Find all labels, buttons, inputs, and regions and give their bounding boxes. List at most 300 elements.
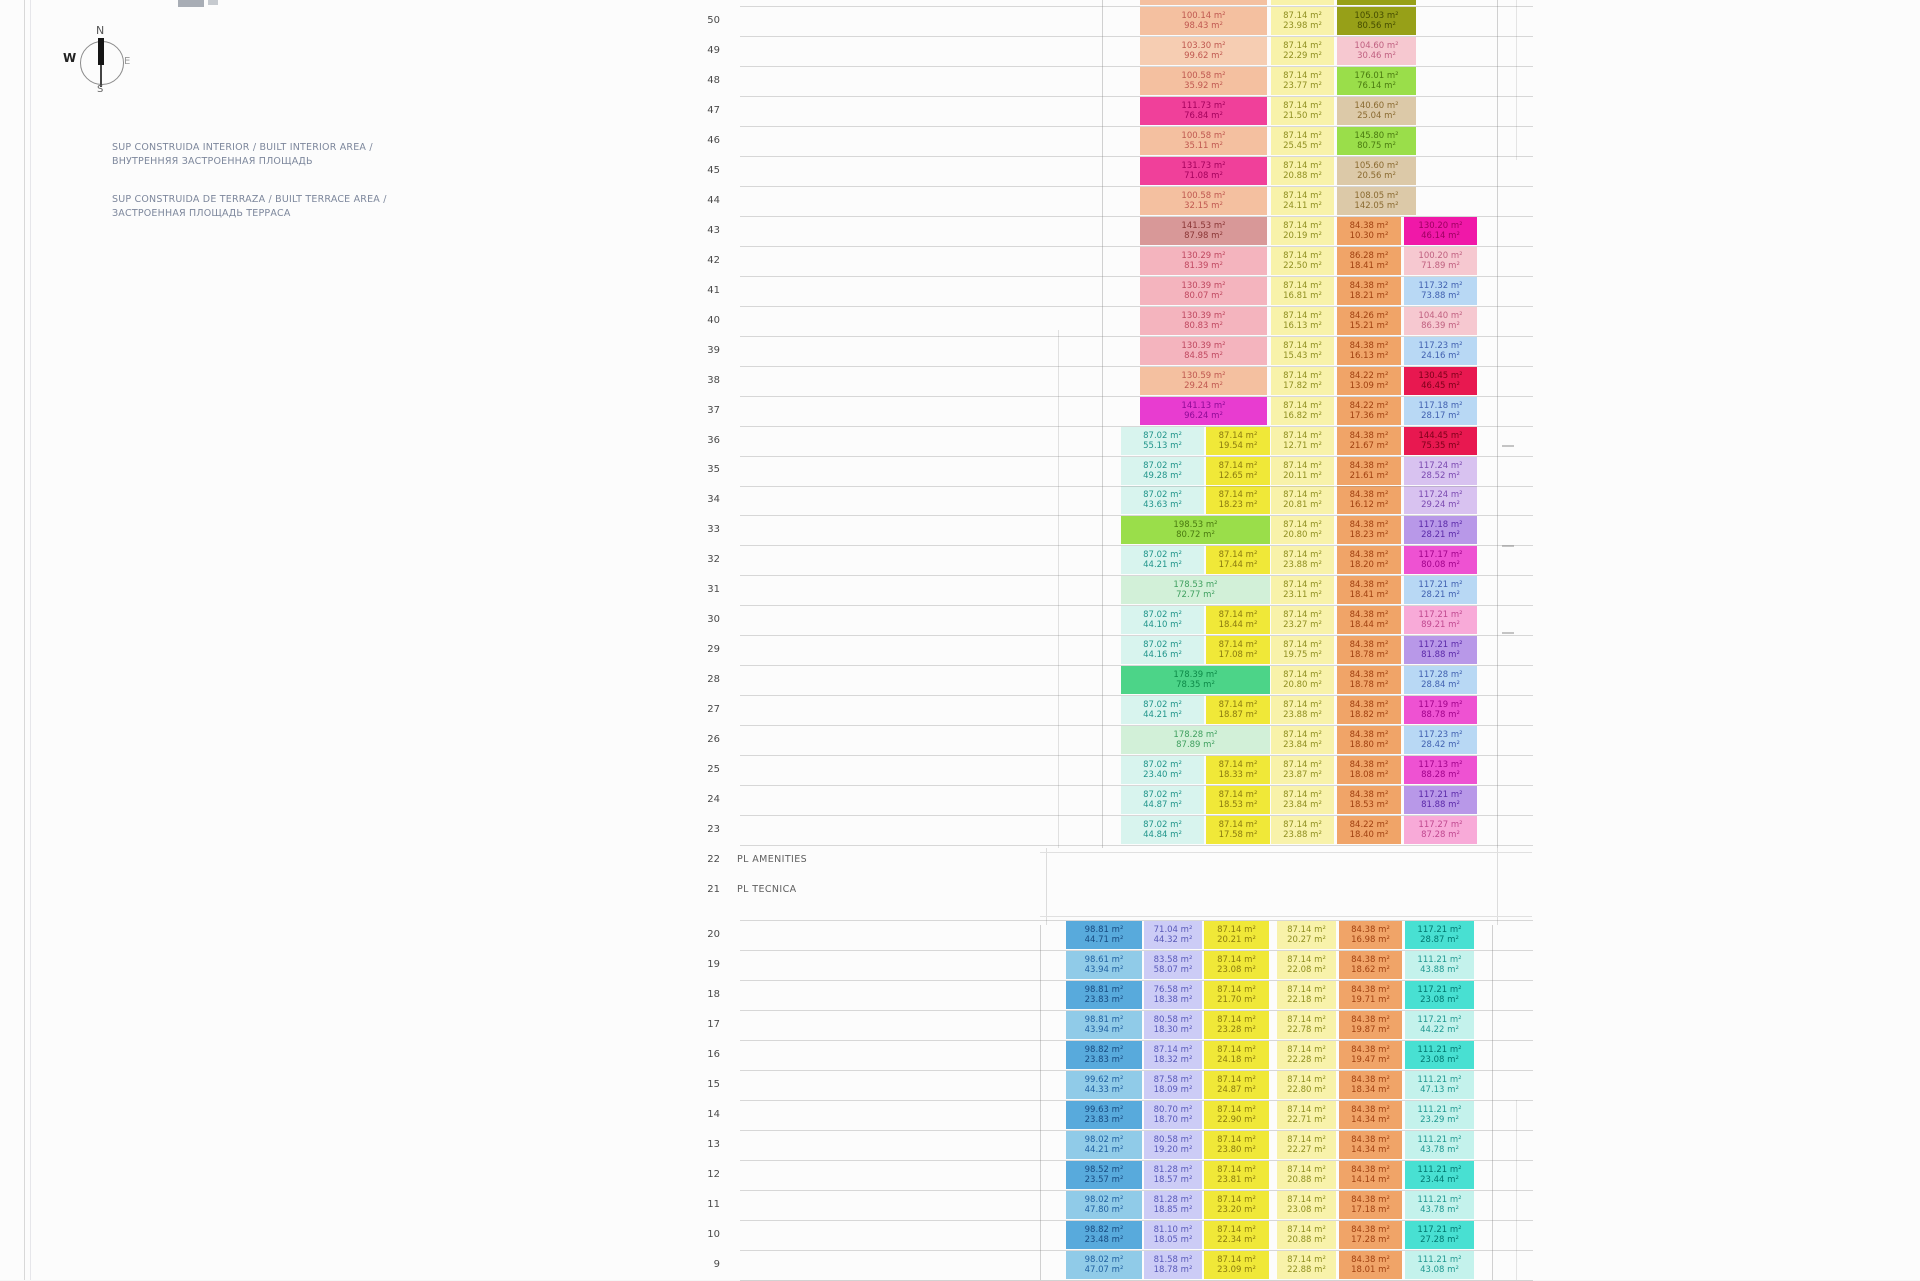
unit-cell [1404, 696, 1477, 724]
unit-cell [1277, 951, 1336, 979]
unit-area-terrace: 47.13 m² [1420, 1085, 1459, 1095]
unit-area-interior: 111.21 m² [1417, 1165, 1462, 1175]
unit-cell [1140, 397, 1267, 425]
level-label-pl-amenities: PL AMENITIES [737, 853, 808, 865]
unit-area-terrace: 43.78 m² [1420, 1145, 1459, 1155]
unit-area-terrace: 84.85 m² [1184, 350, 1223, 361]
unit-area-terrace: 76.14 m² [1357, 81, 1396, 91]
unit-area-interior: 178.28 m² [1173, 730, 1218, 741]
unit-area-interior: 87.14 m² [1283, 220, 1322, 231]
floor-number: 25 [707, 764, 720, 776]
grid-line [740, 920, 1533, 921]
unit-cell [1405, 1131, 1474, 1159]
unit-cell [1271, 7, 1334, 35]
unit-area-terrace: 20.80 m² [1283, 680, 1322, 691]
unit-area-terrace: 18.82 m² [1349, 710, 1389, 721]
unit-area-terrace: 58.07 m² [1153, 965, 1193, 975]
unit-area-terrace: 16.81 m² [1283, 290, 1322, 301]
unit-area-interior: 87.02 m² [1143, 820, 1182, 830]
unit-area-terrace: 28.84 m² [1421, 680, 1460, 691]
unit-area-interior: 84.38 m² [1351, 1255, 1390, 1265]
tick-mark-3 [1502, 632, 1514, 634]
unit-area-terrace: 16.12 m² [1349, 500, 1389, 511]
unit-area-interior: 100.58 m² [1181, 190, 1226, 201]
grid-line [740, 665, 1533, 666]
floor-number: 47 [707, 104, 720, 116]
unit-area-terrace: 18.01 m² [1351, 1265, 1390, 1275]
unit-area-terrace: 44.84 m² [1143, 830, 1182, 840]
unit-area-interior: 104.60 m² [1354, 41, 1399, 51]
unit-cell [1339, 1251, 1402, 1279]
unit-cell [1339, 1221, 1402, 1249]
unit-area-terrace: 19.47 m² [1351, 1055, 1390, 1065]
unit-cell [1277, 1041, 1336, 1069]
unit-area-terrace: 43.78 m² [1420, 1205, 1459, 1215]
unit-area-terrace: 22.27 m² [1287, 1145, 1326, 1155]
unit-cell [1206, 546, 1270, 574]
unit-area-interior: 87.14 m² [1283, 580, 1322, 591]
unit-cell [1337, 816, 1401, 844]
unit-area-terrace: 23.40 m² [1143, 770, 1182, 781]
unit-area-interior: 117.17 m² [1418, 550, 1463, 561]
unit-cell [1405, 1161, 1474, 1189]
building-outline-gap-right [1497, 848, 1498, 925]
unit-area-interior: 87.14 m² [1218, 820, 1258, 830]
unit-cell [1405, 1011, 1474, 1039]
unit-cell [1271, 217, 1334, 245]
unit-area-interior: 84.38 m² [1349, 760, 1389, 771]
unit-area-interior: 87.14 m² [1217, 925, 1256, 935]
unit-cell [1337, 367, 1401, 395]
unit-area-terrace: 96.24 m² [1184, 410, 1223, 421]
unit-cell [1404, 427, 1477, 455]
unit-area-terrace: 44.33 m² [1084, 1085, 1124, 1095]
unit-cell [1121, 576, 1270, 604]
floor-number: 10 [707, 1229, 720, 1240]
unit-area-interior: 87.02 m² [1143, 790, 1182, 800]
unit-cell [1337, 427, 1401, 455]
floor-number: 33 [707, 524, 720, 536]
unit-area-terrace: 23.88 m² [1283, 830, 1322, 840]
unit-cell [1405, 921, 1474, 949]
unit-cell [1337, 636, 1401, 664]
unit-area-terrace: 24.11 m² [1283, 200, 1322, 211]
compass-n-label: N [96, 24, 105, 37]
unit-cell [1337, 606, 1401, 634]
unit-cell [1271, 636, 1334, 664]
unit-area-terrace: 47.07 m² [1084, 1265, 1124, 1275]
unit-area-terrace: 17.44 m² [1218, 560, 1258, 571]
unit-cell [1404, 546, 1477, 574]
unit-area-terrace: 23.08 m² [1420, 1055, 1459, 1065]
unit-area-interior: 87.14 m² [1283, 71, 1322, 81]
unit-area-terrace: 22.29 m² [1283, 51, 1322, 61]
unit-area-terrace: 21.50 m² [1283, 111, 1322, 121]
unit-area-interior: 130.39 m² [1181, 340, 1226, 351]
unit-area-interior: 84.38 m² [1349, 580, 1389, 591]
unit-area-terrace: 87.28 m² [1421, 830, 1460, 840]
unit-cell [1271, 486, 1334, 514]
unit-area-interior: 81.28 m² [1153, 1165, 1193, 1175]
unit-cell [1121, 486, 1204, 514]
unit-area-terrace: 20.27 m² [1287, 935, 1326, 945]
unit-area-terrace: 80.56 m² [1357, 21, 1396, 32]
unit-area-terrace: 28.21 m² [1421, 530, 1460, 541]
unit-cell [1277, 981, 1336, 1009]
unit-area-terrace: 72.77 m² [1176, 590, 1215, 601]
unit-cell [1271, 666, 1334, 694]
unit-area-interior: 84.38 m² [1349, 610, 1389, 621]
grid-line [740, 815, 1533, 816]
unit-cell [1271, 606, 1334, 634]
unit-area-interior: 98.02 m² [1084, 1195, 1124, 1205]
unit-cell [1140, 7, 1267, 35]
unit-area-interior: 100.58 m² [1181, 71, 1226, 81]
unit-cell [1277, 1131, 1336, 1159]
unit-cell [1121, 756, 1204, 784]
unit-cell [1144, 1191, 1202, 1219]
unit-area-interior: 87.14 m² [1283, 490, 1322, 501]
unit-area-interior: 99.62 m² [1084, 1075, 1124, 1085]
unit-area-terrace: 20.88 m² [1287, 1175, 1326, 1185]
unit-cell [1404, 457, 1477, 485]
unit-area-terrace: 22.28 m² [1287, 1055, 1326, 1065]
unit-cell [1404, 217, 1477, 245]
legend-interior-line1: SUP CONSTRUIDA INTERIOR / BUILT INTERIOR AREA / [112, 142, 373, 153]
building-outline-right-outer [1516, 0, 1517, 160]
unit-area-interior: 111.21 m² [1417, 1255, 1462, 1265]
unit-area-interior: 87.02 m² [1143, 760, 1182, 771]
unit-area-interior: 84.22 m² [1349, 820, 1389, 830]
unit-area-interior: 87.14 m² [1287, 955, 1326, 965]
unit-cell [1339, 981, 1402, 1009]
grid-line [740, 1190, 1533, 1191]
unit-area-interior: 87.14 m² [1283, 130, 1322, 141]
unit-area-interior: 87.14 m² [1283, 430, 1322, 441]
unit-cell [1337, 576, 1401, 604]
unit-area-terrace: 80.83 m² [1184, 320, 1223, 331]
unit-cell [1121, 786, 1204, 814]
unit-area-interior: 87.14 m² [1283, 730, 1322, 741]
unit-area-terrace: 18.44 m² [1218, 620, 1258, 631]
unit-area-interior: 117.28 m² [1418, 670, 1463, 681]
unit-area-terrace: 23.11 m² [1283, 590, 1322, 601]
unit-area-interior: 81.28 m² [1153, 1195, 1193, 1205]
unit-cell [1271, 0, 1334, 5]
floor-number: 22 [707, 853, 720, 865]
unit-cell [1271, 307, 1334, 335]
unit-cell [1339, 1101, 1402, 1129]
unit-cell [1144, 1101, 1202, 1129]
unit-cell [1339, 1161, 1402, 1189]
unit-cell [1206, 427, 1270, 455]
grid-line [740, 695, 1533, 696]
unit-area-terrace: 29.24 m² [1184, 380, 1223, 391]
unit-area-interior: 117.21 m² [1417, 1225, 1462, 1235]
unit-area-interior: 111.21 m² [1417, 1045, 1462, 1055]
unit-cell [1204, 1011, 1269, 1039]
unit-area-interior: 87.14 m² [1287, 925, 1326, 935]
unit-area-interior: 87.14 m² [1283, 340, 1322, 351]
unit-area-interior: 87.14 m² [1153, 1045, 1193, 1055]
unit-area-interior: 117.21 m² [1418, 610, 1463, 621]
floor-number: 29 [707, 644, 720, 656]
unit-cell [1066, 1191, 1142, 1219]
unit-area-terrace: 17.08 m² [1218, 650, 1258, 661]
unit-cell [1337, 457, 1401, 485]
unit-area-terrace: 18.62 m² [1351, 965, 1390, 975]
unit-area-interior: 84.38 m² [1349, 430, 1389, 441]
unit-cell [1404, 247, 1477, 275]
unit-area-interior: 111.21 m² [1417, 955, 1462, 965]
unit-area-interior: 131.73 m² [1181, 160, 1226, 171]
unit-area-interior: 98.61 m² [1084, 955, 1124, 965]
unit-area-interior: 84.38 m² [1349, 460, 1389, 471]
unit-area-interior: 76.58 m² [1153, 985, 1193, 995]
unit-area-terrace: 87.89 m² [1176, 740, 1215, 751]
unit-area-interior: 141.53 m² [1181, 220, 1226, 231]
grid-line [740, 1130, 1533, 1131]
floor-number: 46 [707, 134, 720, 146]
unit-area-terrace: 12.65 m² [1218, 470, 1258, 481]
unit-cell [1337, 7, 1416, 35]
grid-line [740, 486, 1533, 487]
unit-area-terrace: 16.13 m² [1349, 350, 1389, 361]
unit-cell [1277, 1191, 1336, 1219]
unit-area-interior: 87.14 m² [1218, 490, 1258, 501]
unit-area-interior: 87.14 m² [1283, 400, 1322, 411]
unit-area-interior: 141.13 m² [1181, 400, 1226, 411]
unit-area-interior: 84.38 m² [1349, 220, 1389, 231]
unit-cell [1066, 951, 1142, 979]
building-outline-right [1497, 0, 1498, 848]
unit-area-interior: 130.39 m² [1181, 280, 1226, 291]
unit-cell [1121, 516, 1270, 544]
unit-cell [1144, 1011, 1202, 1039]
floor-number: 31 [707, 584, 720, 596]
grid-line [740, 950, 1533, 951]
unit-area-interior: 117.21 m² [1418, 790, 1463, 800]
unit-area-terrace: 18.53 m² [1349, 800, 1389, 810]
unit-cell [1337, 67, 1416, 95]
unit-area-interior: 117.18 m² [1418, 520, 1463, 531]
unit-cell [1121, 666, 1270, 694]
unit-area-interior: 84.38 m² [1351, 1045, 1390, 1055]
unit-cell [1144, 1161, 1202, 1189]
unit-area-terrace: 22.50 m² [1283, 260, 1322, 271]
floor-number: 37 [707, 404, 720, 416]
unit-area-terrace: 43.63 m² [1143, 500, 1182, 511]
unit-cell [1271, 816, 1334, 844]
floor-number: 50 [707, 15, 720, 27]
unit-area-interior: 84.38 m² [1349, 700, 1389, 711]
unit-area-terrace: 10.30 m² [1349, 230, 1389, 241]
unit-area-interior: 87.14 m² [1283, 760, 1322, 771]
unit-area-terrace: 23.08 m² [1287, 1205, 1326, 1215]
unit-cell [1337, 127, 1416, 155]
unit-area-interior: 87.02 m² [1143, 640, 1182, 651]
unit-cell [1204, 921, 1269, 949]
titleblock-fragment [178, 0, 204, 7]
unit-area-terrace: 28.42 m² [1421, 740, 1460, 751]
unit-area-interior: 87.14 m² [1287, 1135, 1326, 1145]
unit-area-interior: 87.14 m² [1218, 460, 1258, 471]
unit-area-interior: 87.14 m² [1283, 370, 1322, 381]
building-outline-left [1102, 0, 1103, 848]
unit-area-interior: 87.58 m² [1153, 1075, 1193, 1085]
unit-cell [1404, 576, 1477, 604]
floor-number: 17 [707, 1019, 720, 1030]
unit-cell [1204, 981, 1269, 1009]
floor-number: 18 [707, 989, 720, 1000]
unit-area-interior: 87.14 m² [1283, 790, 1322, 800]
unit-area-interior: 84.38 m² [1351, 1225, 1390, 1235]
unit-cell [1337, 546, 1401, 574]
unit-area-terrace: 43.94 m² [1084, 1025, 1124, 1035]
unit-area-terrace: 17.82 m² [1283, 380, 1322, 391]
unit-area-interior: 87.14 m² [1283, 250, 1322, 261]
floor-number: 30 [707, 614, 720, 626]
unit-area-terrace: 81.88 m² [1421, 800, 1460, 810]
unit-area-terrace: 18.57 m² [1153, 1175, 1193, 1185]
unit-area-interior: 117.21 m² [1418, 580, 1463, 591]
unit-cell [1144, 981, 1202, 1009]
unit-area-terrace: 18.38 m² [1153, 995, 1193, 1005]
unit-area-terrace: 28.21 m² [1421, 590, 1460, 601]
unit-area-interior: 111.21 m² [1417, 1135, 1462, 1145]
unit-area-terrace: 23.08 m² [1420, 995, 1459, 1005]
unit-cell [1066, 981, 1142, 1009]
grid-line [740, 426, 1533, 427]
unit-area-terrace: 12.71 m² [1283, 440, 1322, 451]
unit-cell [1405, 1101, 1474, 1129]
unit-area-terrace: 20.56 m² [1357, 170, 1396, 181]
unit-cell [1405, 1221, 1474, 1249]
unit-area-terrace: 28.52 m² [1421, 470, 1460, 481]
unit-area-interior: 117.23 m² [1418, 340, 1463, 351]
unit-area-terrace: 18.21 m² [1349, 290, 1389, 301]
floor-number: 32 [707, 554, 720, 566]
unit-cell [1337, 157, 1416, 185]
unit-area-terrace: 19.54 m² [1218, 440, 1258, 451]
unit-cell [1271, 157, 1334, 185]
unit-cell [1144, 1041, 1202, 1069]
grid-line [740, 126, 1533, 127]
titleblock-fragment-2 [208, 0, 218, 5]
unit-cell [1144, 1251, 1202, 1279]
unit-cell [1121, 606, 1204, 634]
unit-cell [1204, 1131, 1269, 1159]
unit-area-interior: 87.14 m² [1283, 310, 1322, 321]
unit-area-terrace: 21.70 m² [1217, 995, 1256, 1005]
unit-area-terrace: 14.34 m² [1351, 1115, 1390, 1125]
grid-line [740, 755, 1533, 756]
unit-area-interior: 140.60 m² [1354, 101, 1399, 111]
unit-area-terrace: 35.92 m² [1184, 81, 1223, 91]
unit-area-terrace: 18.20 m² [1349, 560, 1389, 571]
unit-area-terrace [1337, 0, 1416, 1]
grid-line [740, 575, 1533, 576]
unit-area-terrace: 18.70 m² [1153, 1115, 1193, 1125]
unit-cell [1271, 546, 1334, 574]
unit-cell [1271, 576, 1334, 604]
unit-cell [1404, 636, 1477, 664]
unit-area-interior: 117.21 m² [1417, 985, 1462, 995]
unit-cell [1140, 217, 1267, 245]
unit-area-interior: 130.39 m² [1181, 310, 1226, 321]
compass-w-label: W [63, 51, 77, 65]
unit-cell [1206, 486, 1270, 514]
unit-area-interior: 98.02 m² [1084, 1135, 1124, 1145]
unit-area-terrace: 19.75 m² [1283, 650, 1322, 661]
unit-area-terrace: 15.21 m² [1349, 320, 1389, 331]
grid-line [740, 456, 1533, 457]
unit-area-terrace: 18.09 m² [1153, 1085, 1193, 1095]
unit-cell [1144, 1071, 1202, 1099]
unit-area-interior: 87.14 m² [1283, 101, 1322, 111]
unit-area-interior: 87.14 m² [1287, 1195, 1326, 1205]
unit-cell [1204, 951, 1269, 979]
unit-area-terrace: 81.88 m² [1421, 650, 1460, 661]
unit-cell [1066, 1251, 1142, 1279]
floor-number: 39 [707, 344, 720, 356]
unit-cell [1405, 1251, 1474, 1279]
unit-cell [1277, 1011, 1336, 1039]
unit-area-interior: 117.21 m² [1417, 925, 1462, 935]
unit-area-terrace: 46.45 m² [1421, 380, 1460, 391]
unit-area-interior: 130.20 m² [1418, 220, 1463, 231]
unit-area-terrace: 21.67 m² [1349, 440, 1389, 451]
unit-area-terrace: 43.88 m² [1420, 965, 1459, 975]
floor-number: 41 [707, 284, 720, 296]
unit-area-terrace: 43.94 m² [1084, 965, 1124, 975]
unit-area-interior: 84.38 m² [1351, 1075, 1390, 1085]
unit-area-interior: 87.14 m² [1217, 1135, 1256, 1145]
unit-area-terrace: 17.18 m² [1351, 1205, 1390, 1215]
unit-area-interior: 130.29 m² [1181, 250, 1226, 261]
unit-area-interior: 86.28 m² [1349, 250, 1389, 261]
unit-area-terrace: 80.72 m² [1176, 530, 1215, 541]
unit-area-interior: 84.22 m² [1349, 370, 1389, 381]
unit-area-terrace: 81.39 m² [1184, 260, 1223, 271]
unit-area-interior: 111.21 m² [1417, 1195, 1462, 1205]
unit-area-terrace: 28.17 m² [1421, 410, 1460, 421]
unit-cell [1140, 307, 1267, 335]
unit-area-terrace: 71.08 m² [1184, 170, 1223, 181]
building-outline-gap-left [1046, 848, 1047, 925]
unit-cell [1271, 756, 1334, 784]
unit-cell [1140, 157, 1267, 185]
unit-area-interior: 111.21 m² [1417, 1105, 1462, 1115]
unit-area-terrace: 23.08 m² [1217, 965, 1256, 975]
unit-area-terrace: 18.80 m² [1349, 740, 1389, 751]
gap-line [1040, 852, 1532, 853]
unit-area-terrace: 18.87 m² [1218, 710, 1258, 721]
unit-area-interior: 87.14 m² [1218, 760, 1258, 771]
unit-area-terrace: 44.32 m² [1153, 935, 1193, 945]
floor-number: 34 [707, 494, 720, 506]
unit-area-terrace: 46.14 m² [1421, 230, 1460, 241]
unit-area-terrace: 16.13 m² [1283, 320, 1322, 331]
unit-cell [1271, 247, 1334, 275]
unit-area-interior: 87.14 m² [1217, 1255, 1256, 1265]
floor-number: 9 [713, 1259, 720, 1270]
unit-area-interior: 98.02 m² [1084, 1255, 1124, 1265]
unit-area-interior: 100.20 m² [1418, 250, 1463, 261]
unit-area-interior: 87.14 m² [1217, 1165, 1256, 1175]
unit-area-terrace: 16.82 m² [1283, 410, 1322, 421]
unit-area-terrace: 87.98 m² [1184, 230, 1223, 241]
